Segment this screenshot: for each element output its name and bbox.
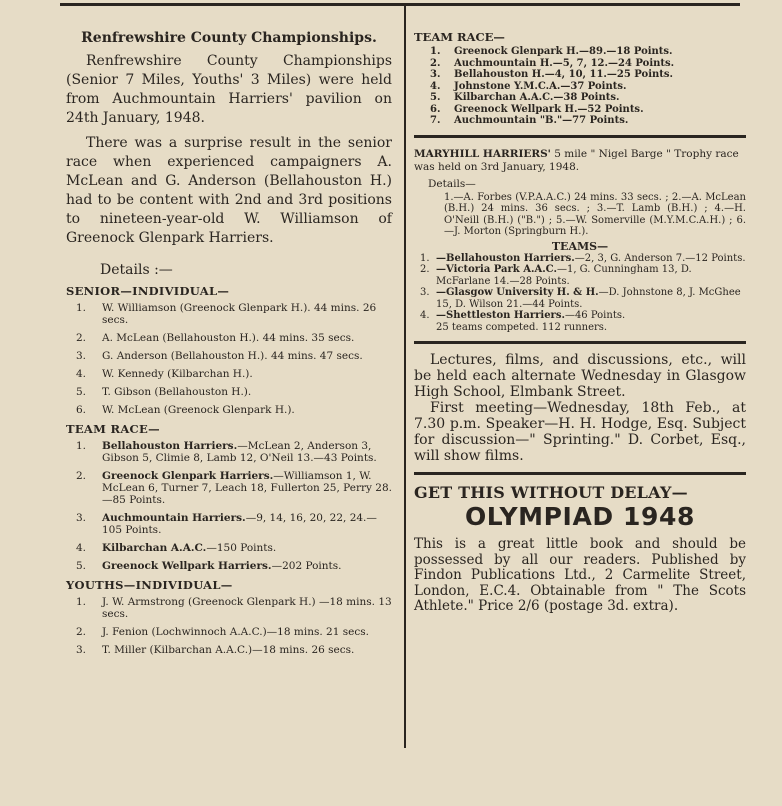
list-item: 3. —Glasgow University H. & H.—D. Johnstone 8, J. McGhee 15, D. Wilson 21.—44 Points. — [420, 287, 741, 310]
list-item: 1. J. W. Armstrong (Greenock Glenpark H.) —18 mins. 13 secs. — [76, 596, 392, 620]
senior-heading: SENIOR—INDIVIDUAL— — [66, 284, 230, 298]
details-label: Details :— — [100, 262, 173, 278]
list-item: 1. Bellahouston Harriers.—McLean 2, Anderson 3, Gibson 5, Climie 8, Lamb 12, O'Neil 13.—43 Points. — [76, 440, 377, 464]
list-item: 2. Greenock Glenpark Harriers.—Williamson 1, W. McLean 6, Turner 7, Leach 18, Fullerton 25, Perry 28.—85 Points. — [76, 470, 392, 506]
section-rule — [414, 135, 746, 138]
lectures-paragraph: Lectures, films, and discussions, etc., will be held each alternate Wednesday in Glasgow High School, Elmbank Street. — [414, 352, 746, 400]
list-item: 1. W. Williamson (Greenock Glenpark H.). 44 mins. 26 secs. — [76, 302, 377, 326]
teams-heading: TEAMS— — [551, 239, 609, 253]
olympiad-title: OLYMPIAD 1948 — [464, 502, 696, 531]
list-item: 2. Auchmountain H.—5, 7, 12.—24 Points. — [430, 57, 675, 69]
list-item: 4. W. Kennedy (Kilbarchan H.). — [76, 368, 253, 380]
maryhill-details-label: Details— — [428, 177, 476, 190]
list-item: 3. T. Miller (Kilbarchan A.A.C.)—18 mins. 26 secs. — [76, 644, 355, 656]
maryhill-teams-list — [414, 253, 746, 334]
first-meeting-paragraph: First meeting—Wednesday, 18th Feb., at 7.30 p.m. Speaker—H. H. Hodge, Esq. Subject for discussion—" Sprinting." D. Corbet, Esq., will show films. — [414, 400, 746, 464]
book-advert: This is a great little book and should be possessed by all our readers. Published by Findon Publications Ltd., 2 Carmelite Street, London, E.C.4. Obtainable from " The Scots Athlete." Price 2/6 (postage 3d. extra). — [414, 536, 746, 614]
maryhill-intro: MARYHILL HARRIERS' 5 mile " Nigel Barge " Trophy race was held on 3rd January, 1948. — [414, 147, 739, 173]
team-results-list — [414, 46, 746, 127]
youths-heading: YOUTHS—INDIVIDUAL— — [66, 578, 233, 592]
intro-paragraph-2: There was a surprise result in the senior race when experienced campaigners A. McLean and G. Anderson (Bellahouston H.) had to be content with 2nd and 3rd positions to nineteen-year-old W. Williamson of Greenock Glenpark Harriers. — [66, 135, 392, 246]
team-race-heading-right: TEAM RACE— — [414, 30, 505, 44]
intro-paragraph-1: Renfrewshire County Championships (Senior 7 Miles, Youths' 3 Miles) were held from Auchmountain Harriers' pavilion on 24th January, 1948. — [66, 53, 392, 126]
list-item: 3. G. Anderson (Bellahouston H.). 44 mins. 47 secs. — [76, 350, 363, 362]
list-item: 5. T. Gibson (Bellahouston H.). — [76, 386, 252, 398]
list-item: 4. Johnstone Y.M.C.A.—37 Points. — [430, 80, 627, 92]
list-item: 2. —Victoria Park A.A.C.—1, G. Cunningham 13, D. McFarlane 14.—28 Points. — [420, 264, 692, 287]
list-item: 4. —Shettleston Harriers.—46 Points. — [420, 310, 626, 321]
list-item: 6. Greenock Wellpark H.—52 Points. — [430, 103, 644, 115]
column-divider — [404, 6, 406, 748]
get-heading: GET THIS WITHOUT DELAY— — [414, 483, 688, 502]
teams-competed: 25 teams competed. 112 runners. — [436, 321, 608, 333]
section-rule — [414, 472, 746, 475]
section-rule — [414, 341, 746, 344]
team-list — [66, 440, 392, 572]
list-item: 6. W. McLean (Greenock Glenpark H.). — [76, 404, 295, 416]
list-item: 1. —Bellahouston Harriers.—2, 3, G. Anderson 7.—12 Points. — [420, 252, 746, 264]
list-item: 3. Auchmountain Harriers.—9, 14, 16, 20, 22, 24.—105 Points. — [76, 512, 377, 536]
list-item: 2. A. McLean (Bellahouston H.). 44 mins. 35 secs. — [76, 332, 355, 344]
list-item: 5. Kilbarchan A.A.C.—38 Points. — [430, 92, 620, 103]
list-item: 4. Kilbarchan A.A.C.—150 Points. — [76, 542, 277, 554]
team-race-heading: TEAM RACE— — [66, 422, 160, 436]
list-item: 3. Bellahouston H.—4, 10, 11.—25 Points. — [430, 69, 674, 80]
right-column — [414, 30, 746, 615]
youths-list — [66, 596, 392, 656]
list-item: 1. Greenock Glenpark H.—89.—18 Points. — [430, 46, 673, 57]
top-rule — [60, 3, 740, 6]
list-item: 5. Greenock Wellpark Harriers.—202 Points. — [76, 560, 342, 572]
maryhill-results: 1.—A. Forbes (V.P.A.A.C.) 24 mins. 33 secs. ; 2.—A. McLean (B.H.) 24 mins. 36 secs. ; 3.—T. Lamb (B.H.) ; 4.—H. O'Neill (B.H.) ("B.") ; 5.—W. Somerville (M.Y.M.C.A.H.) ; 6.—J. Morton (Springburn H.). — [444, 191, 746, 237]
list-item: 7. Auchmountain "B."—77 Points. — [430, 115, 629, 126]
left-column — [66, 30, 392, 662]
senior-list — [66, 302, 392, 416]
list-item: 2. J. Fenion (Lochwinnoch A.A.C.)—18 mins. 21 secs. — [76, 626, 369, 638]
article-title: Renfrewshire County Championships. — [81, 30, 377, 46]
